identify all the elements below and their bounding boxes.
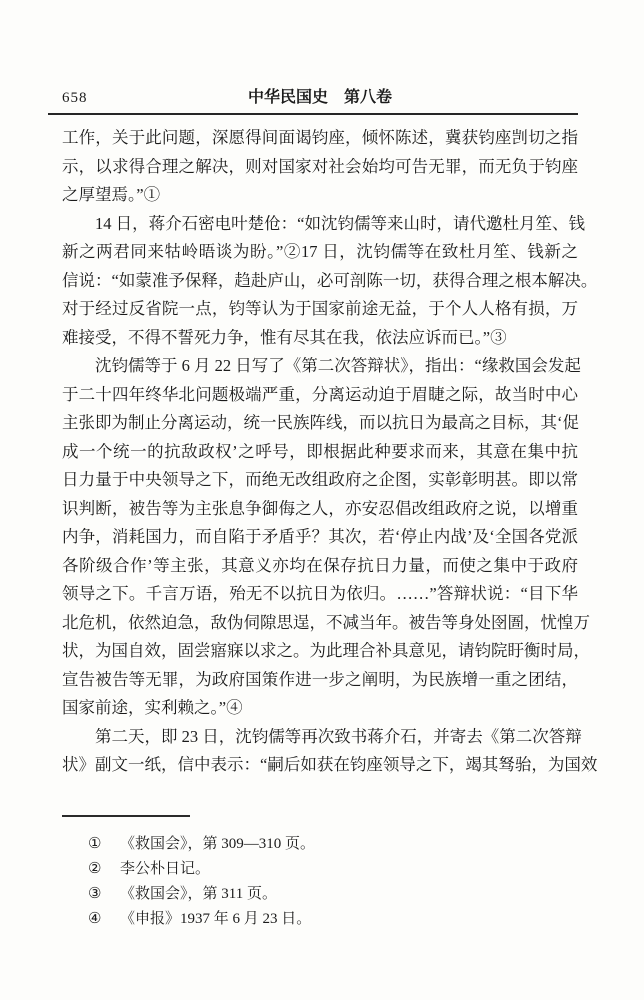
body-line: 示，以求得合理之解决，则对国家对社会始均可告无罪，而无负于钧座	[62, 156, 578, 176]
footnote-marker: ③	[88, 886, 102, 902]
body-line: 宣告被告等无罪，为政府国策作进一步之阐明，为民族增一重之团结，	[62, 669, 578, 689]
body-line: 北危机，依然迫急，敌伪伺隙思逞，不减当年。被告等身处囹圄，忧惶万	[62, 612, 590, 632]
body-line: 主张即为制止分离运动，统一民族阵线，而以抗日为最高之目标，其‘促	[62, 413, 579, 432]
body-line: 状，为国自效，固尝寤寐以求之。为此理合补具意见，请钧院盱衡时局，	[62, 641, 590, 660]
footnote-item	[88, 907, 568, 932]
footnote-marker: ②	[88, 861, 102, 877]
footnote-item	[88, 882, 568, 907]
footnote-marker: ①	[88, 836, 102, 852]
footnote-item	[88, 857, 568, 882]
body-line: 对于经过反省院一点，钧等认为于国家前途无益，于个人人格有损，万	[62, 299, 578, 318]
body-line: 领导之下。千言万语，殆无不以抗日为依归。……”答辩状说：“目下华	[62, 584, 578, 603]
page-number: 658	[62, 90, 88, 106]
footnote-text: 《救国会》，第 309—310 页。	[120, 836, 316, 852]
footnote-text: 《申报》1937 年 6 月 23 日。	[120, 911, 312, 927]
footnote-text: 《救国会》，第 311 页。	[120, 886, 277, 902]
footnotes	[88, 832, 568, 932]
body-line: 新之两君同来牯岭晤谈为盼。”②17 日，沈钧儒等在致杜月笙、钱新之	[62, 242, 578, 261]
body-line: 工作，关于此问题，深愿得间面谒钧座，倾怀陈述，冀获钧座剀切之指	[62, 128, 578, 147]
footnote-divider	[62, 815, 190, 817]
header-rule	[48, 113, 578, 115]
footnote-text: 李公朴日记。	[120, 861, 211, 877]
body-line: 14 日，蒋介石密电叶楚伧：“如沈钧儒等来山时，请代邀杜月笙、钱	[95, 213, 585, 233]
body-line: 信说：“如蒙准予保释，趋赴庐山，必可剖陈一切，获得合理之根本解决。	[62, 270, 598, 290]
book-title: 中华民国史 第八卷	[247, 89, 392, 106]
body-line: 内争，消耗国力，而自陷于矛盾乎？其次，若‘停止内战’及‘全国各党派	[62, 527, 578, 546]
body-line: 状》副文一纸，信中表示：“嗣后如获在钧座领导之下，竭其驽骀，为国效	[62, 755, 598, 774]
body-line: 国家前途，实利赖之。”④	[62, 698, 243, 717]
body-line: 之厚望焉。”①	[62, 185, 161, 204]
footnote-item	[88, 832, 568, 857]
body-text	[62, 124, 598, 780]
body-line: 识判断，被告等为主张息争御侮之人，亦安忍倡改组政府之说，以增重	[62, 498, 578, 518]
body-line: 各阶级合作’等主张，其意义亦均在保存抗日力量，而使之集中于政府	[62, 555, 578, 575]
body-line: 沈钧儒等于 6 月 22 日写了《第二次答辩状》，指出：“缘救国会发起	[95, 356, 581, 375]
running-head	[62, 88, 578, 108]
body-line: 日力量于中央领导之下，而绝无改组政府之企图，实彰彰明甚。即以常	[62, 470, 578, 489]
body-line: 成一个统一的抗敌政权’之呼号，即根据此种要求而来，其意在集中抗	[62, 441, 578, 461]
body-line: 于二十四年终华北问题极端严重，分离运动迫于眉睫之际，故当时中心	[62, 384, 578, 404]
body-line: 难接受，不得不誓死力争，惟有尽其在我，依法应诉而已。”③	[62, 327, 507, 347]
footnote-marker: ④	[88, 911, 102, 927]
body-line: 第二天，即 23 日，沈钧儒等再次致书蒋介石，并寄去《第二次答辩	[95, 726, 582, 746]
